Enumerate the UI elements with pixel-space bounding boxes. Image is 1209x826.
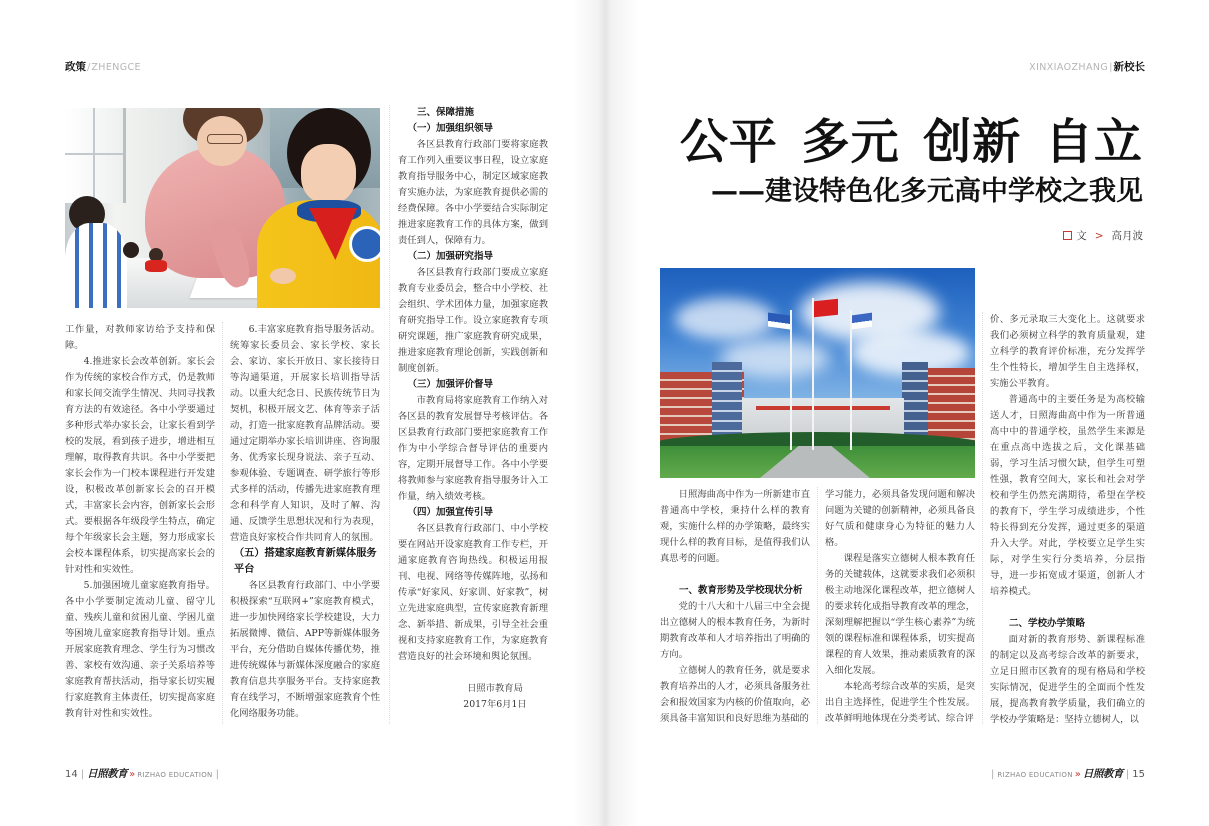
student-hand xyxy=(270,268,296,284)
background-child-head xyxy=(123,242,139,258)
subsection-heading: （二）加强研究指导 xyxy=(407,251,494,262)
article-column-3 xyxy=(398,105,548,713)
flagpole xyxy=(812,298,814,450)
signature-date: 2017年6月1日 xyxy=(463,699,527,710)
page-number: 15 xyxy=(1132,769,1145,780)
paragraph: 各区县教育行政部门要将家庭教育工作列入重要议事日程，设立家庭教育指导服务中心，制定区域家庭教育实施办法，为家庭教育提供必需的经费保障。各中小学要结合实际制定推进家庭教育工作的具体方案，做到责任到人，保障有力。 xyxy=(398,139,548,246)
footer-left xyxy=(65,765,222,779)
paragraph: 工作量，对教师家访给予支持和保障。 xyxy=(65,324,215,351)
byline-label: 文 xyxy=(1076,230,1087,242)
section-name-pinyin: ZHENGCE xyxy=(91,62,141,73)
section-name: 新校长 xyxy=(1113,61,1145,73)
article-column-2 xyxy=(230,322,380,722)
section-header-left xyxy=(65,58,141,72)
classroom-photo xyxy=(65,108,380,308)
chevron-icon: » xyxy=(129,769,136,780)
student-face xyxy=(301,144,356,204)
background-child-shirt xyxy=(145,260,167,272)
article-column-b xyxy=(825,487,975,727)
column-divider xyxy=(817,487,818,724)
flagpole xyxy=(790,310,792,450)
paragraph: 本轮高考综合改革的实质，是突出自主选择性，促进学生个性发展。改革鲜明地体现在分类考试、综合评 xyxy=(825,681,975,724)
magazine-logo: 日照教育 xyxy=(87,768,128,780)
cloud xyxy=(675,298,775,340)
article-subtitle: ——建设特色化多元高中学校之我见 xyxy=(711,176,1143,207)
section-heading: 三、保障措施 xyxy=(417,107,475,118)
article-column-c xyxy=(990,312,1145,728)
paragraph: 面对新的教育形势、新课程标准的制定以及高考综合改革的新要求，立足日照市区教育的现有格局和学校实际情况，促进学生的全面而个性发展，提高教育教学质量，我们确立的学校办学策略是：坚持立德树人，以 xyxy=(990,634,1145,725)
subsection-heading: （三）加强评价督导 xyxy=(407,379,494,390)
building-banner xyxy=(756,406,890,410)
magazine-english-name: RIZHAO EDUCATION xyxy=(997,771,1073,779)
footer-separator: | xyxy=(991,769,995,780)
magazine-logo: 日照教育 xyxy=(1082,768,1123,780)
paragraph: 5.加强困境儿童家庭教育指导。各中小学要制定流动儿童、留守儿童、残疾儿童和贫困儿童、学困儿童等困境儿童家庭教育指导计划。重点开展家庭教育理念、学生行为习惯改善、家校有效沟通、亲子关系培养等家庭教育帮扶活动，指导家长切实履行家庭教育主体责任，切实提高家庭教育针对性和实效性。 xyxy=(65,580,215,719)
column-divider xyxy=(982,312,983,724)
byline-arrow: > xyxy=(1094,230,1104,242)
footer-separator: | xyxy=(1125,769,1130,780)
subsection-heading: （一）加强组织领导 xyxy=(407,123,494,134)
article-title: 公平 多元 创新 自立 xyxy=(679,114,1143,170)
chevron-icon: » xyxy=(1074,769,1081,780)
paragraph: 各区县教育行政部门、中小学校要在网站开设家庭教育工作专栏，开通家庭教育咨询热线。积极运用报刊、电视、网络等传媒阵地，弘扬和传承“好家风、好家训、好家教”，树立先进家庭典型，宣传家庭教育新理念、新举措、新成果，引导全社会重视和支持家庭教育工作，为家庭教育营造良好的社会环境和舆论氛围。 xyxy=(398,523,548,662)
subsection-heading: （四）加强宣传引导 xyxy=(407,507,494,518)
subsection-heading: （五）搭建家庭教育新媒体服务平台 xyxy=(234,548,377,575)
flagpole xyxy=(850,310,852,450)
paragraph: 普通高中的主要任务是为高校输送人才，日照海曲高中作为一所普通高中中的普通学校，虽然学生来源是在重点高中选拔之后，文化课基础弱，学习生活习惯欠缺，但学生可塑性强，教育空间大，家长和社会对学校和学生仍然充满期待，希望在学校的教育下，学生学习成绩进步，个性特长得到充分发挥，通过更多的渠道升入大学。对此，学校要立足学生实际，对学生实行分类培养，分层指导，进一步拓宽成才渠道，创新人才培养模式。 xyxy=(990,394,1145,597)
footer-separator: | xyxy=(215,769,219,780)
paragraph: 各区县教育行政部门、中小学要积极探索“互联网+”家庭教育模式，进一步加快网络家长学校建设，大力拓展微博、微信、APP等新媒体服务平台，充分借助自媒体传播优势，推进传统媒体与新媒体深度融合的家庭教育信息共享服务平台。支持家庭教育在线学习，不断增强家庭教育个性化网络服务功能。 xyxy=(230,580,380,719)
footer-right xyxy=(988,765,1145,779)
byline xyxy=(1063,228,1143,244)
section-name: 政策 xyxy=(65,61,86,73)
footer-separator: | xyxy=(80,769,85,780)
article-column-a xyxy=(660,487,810,727)
header-separator: | xyxy=(1109,62,1113,73)
square-bullet-icon xyxy=(1063,231,1072,240)
page-number: 14 xyxy=(65,769,78,780)
blue-flag xyxy=(768,312,790,329)
paragraph: 立德树人的教育任务，就是要求教育培养出的人才，必须具备服务社会和报效国家为内核的价值取向，必须具备丰富知识和良好思维为基础的 xyxy=(660,665,810,724)
section-heading: 二、学校办学策略 xyxy=(1009,618,1086,629)
paragraph: 价、多元录取三大变化上。这就要求我们必须树立科学的教育质量观，建立科学的教育评价标准，充分发挥学生个性特长，增加学生自主选择权，实施公平教育。 xyxy=(990,314,1145,389)
school-campus-photo xyxy=(660,268,975,478)
paragraph: 党的十八大和十八届三中全会提出立德树人的根本教育任务，为新时期教育改革和人才培养指出了明确的方向。 xyxy=(660,601,810,660)
window-frame xyxy=(93,108,95,203)
paragraph: 4.推进家长会改革创新。家长会作为传统的家校合作方式，仍是教师和家长间交流学生情况、共同寻找教育方法的有效途径。各中小学要通过多种形式举办家长会，让家长看到学校的发展，看到孩子进步，增进相互理解，取得教育共识。各中小学要把家长会作为一门校本课程进行开发建设，积极改革创新家长会的召开模式，丰富家长会内容，创新家长会形式。要根据各年级段学生特点，确定每个年级家长会主题，努力形成家长会校本课程体系，切实提高家长会的针对性和实效性。 xyxy=(65,356,215,575)
magazine-english-name: RIZHAO EDUCATION xyxy=(137,771,213,779)
paragraph: 学习能力，必须具备发现问题和解决问题为关键的创新精神，必须具备良好气质和健康身心为特征的魅力人格。 xyxy=(825,489,975,548)
section-header-right xyxy=(1029,58,1145,72)
article-column-1 xyxy=(65,322,215,722)
window-pane xyxy=(65,108,126,203)
column-divider xyxy=(389,105,390,724)
section-name-pinyin: XINXIAOZHANG xyxy=(1029,62,1109,73)
author-name: 高月波 xyxy=(1111,230,1143,242)
teacher-glasses xyxy=(207,134,243,144)
paragraph: 6.丰富家庭教育指导服务活动。统筹家长委员会、家长学校、家长会、家访、家长开放日、家长接待日等沟通渠道，开展家长培训指导活动。以重大纪念日、民族传统节日为契机，积极开展文艺、体育等亲子活动，打造一批家庭教育品牌活动。要通过定期举办家长培训讲座、咨询服务、优秀家长现身说法、亲子互动、参观体验、专题调查、研学旅行等形式多样的活动，传播先进家庭教育理念和科学育人知识，及时了解、沟通、反馈学生思想状况和行为表现，营造良好家校合作共同育人的氛围。 xyxy=(230,324,380,543)
section-heading: 一、教育形势及学校现状分析 xyxy=(679,585,803,596)
signature-issuer: 日照市教育局 xyxy=(467,683,523,694)
student-sleeve-badge xyxy=(349,226,380,262)
paragraph: 各区县教育行政部门要成立家庭教育专业委员会，整合中小学校、社会组织、学术团体力量，加强家庭教育研究指导工作。设立家庭教育专项研究课题，推广家庭教育研究成果，推进家庭教育理论创新，实践创新和制度创新。 xyxy=(398,267,548,374)
paragraph: 市教育局将家庭教育工作纳入对各区县的教育发展督导考核评估。各区县教育行政部门要把家庭教育工作作为中小学综合督导评估的重要内容，定期开展督导工作。各中小学要将教师参与家庭教育指导服务计入工作量，纳入绩效考核。 xyxy=(398,395,548,502)
blue-flag xyxy=(852,313,872,330)
column-divider xyxy=(222,322,223,724)
paragraph: 课程是落实立德树人根本教育任务的关键载体，这就要求我们必须积极主动地深化课程改革，把立德树人的要求转化成指导教育改革的理念，深刻理解把握以“学生核心素养”为统领的课程标准和课程体系，切实提高课程的育人效果，推动素质教育的深入细化发展。 xyxy=(825,553,975,676)
window-frame xyxy=(65,153,123,155)
spine-shadow xyxy=(572,0,638,826)
header-separator: / xyxy=(87,62,91,73)
red-flag xyxy=(814,299,838,318)
child-body xyxy=(65,223,127,308)
paragraph: 日照海曲高中作为一所新建市直普通高中学校，秉持什么样的教育观，实施什么样的办学策略，最终实现什么样的教育目标，是值得我们认真思考的问题。 xyxy=(660,489,810,564)
